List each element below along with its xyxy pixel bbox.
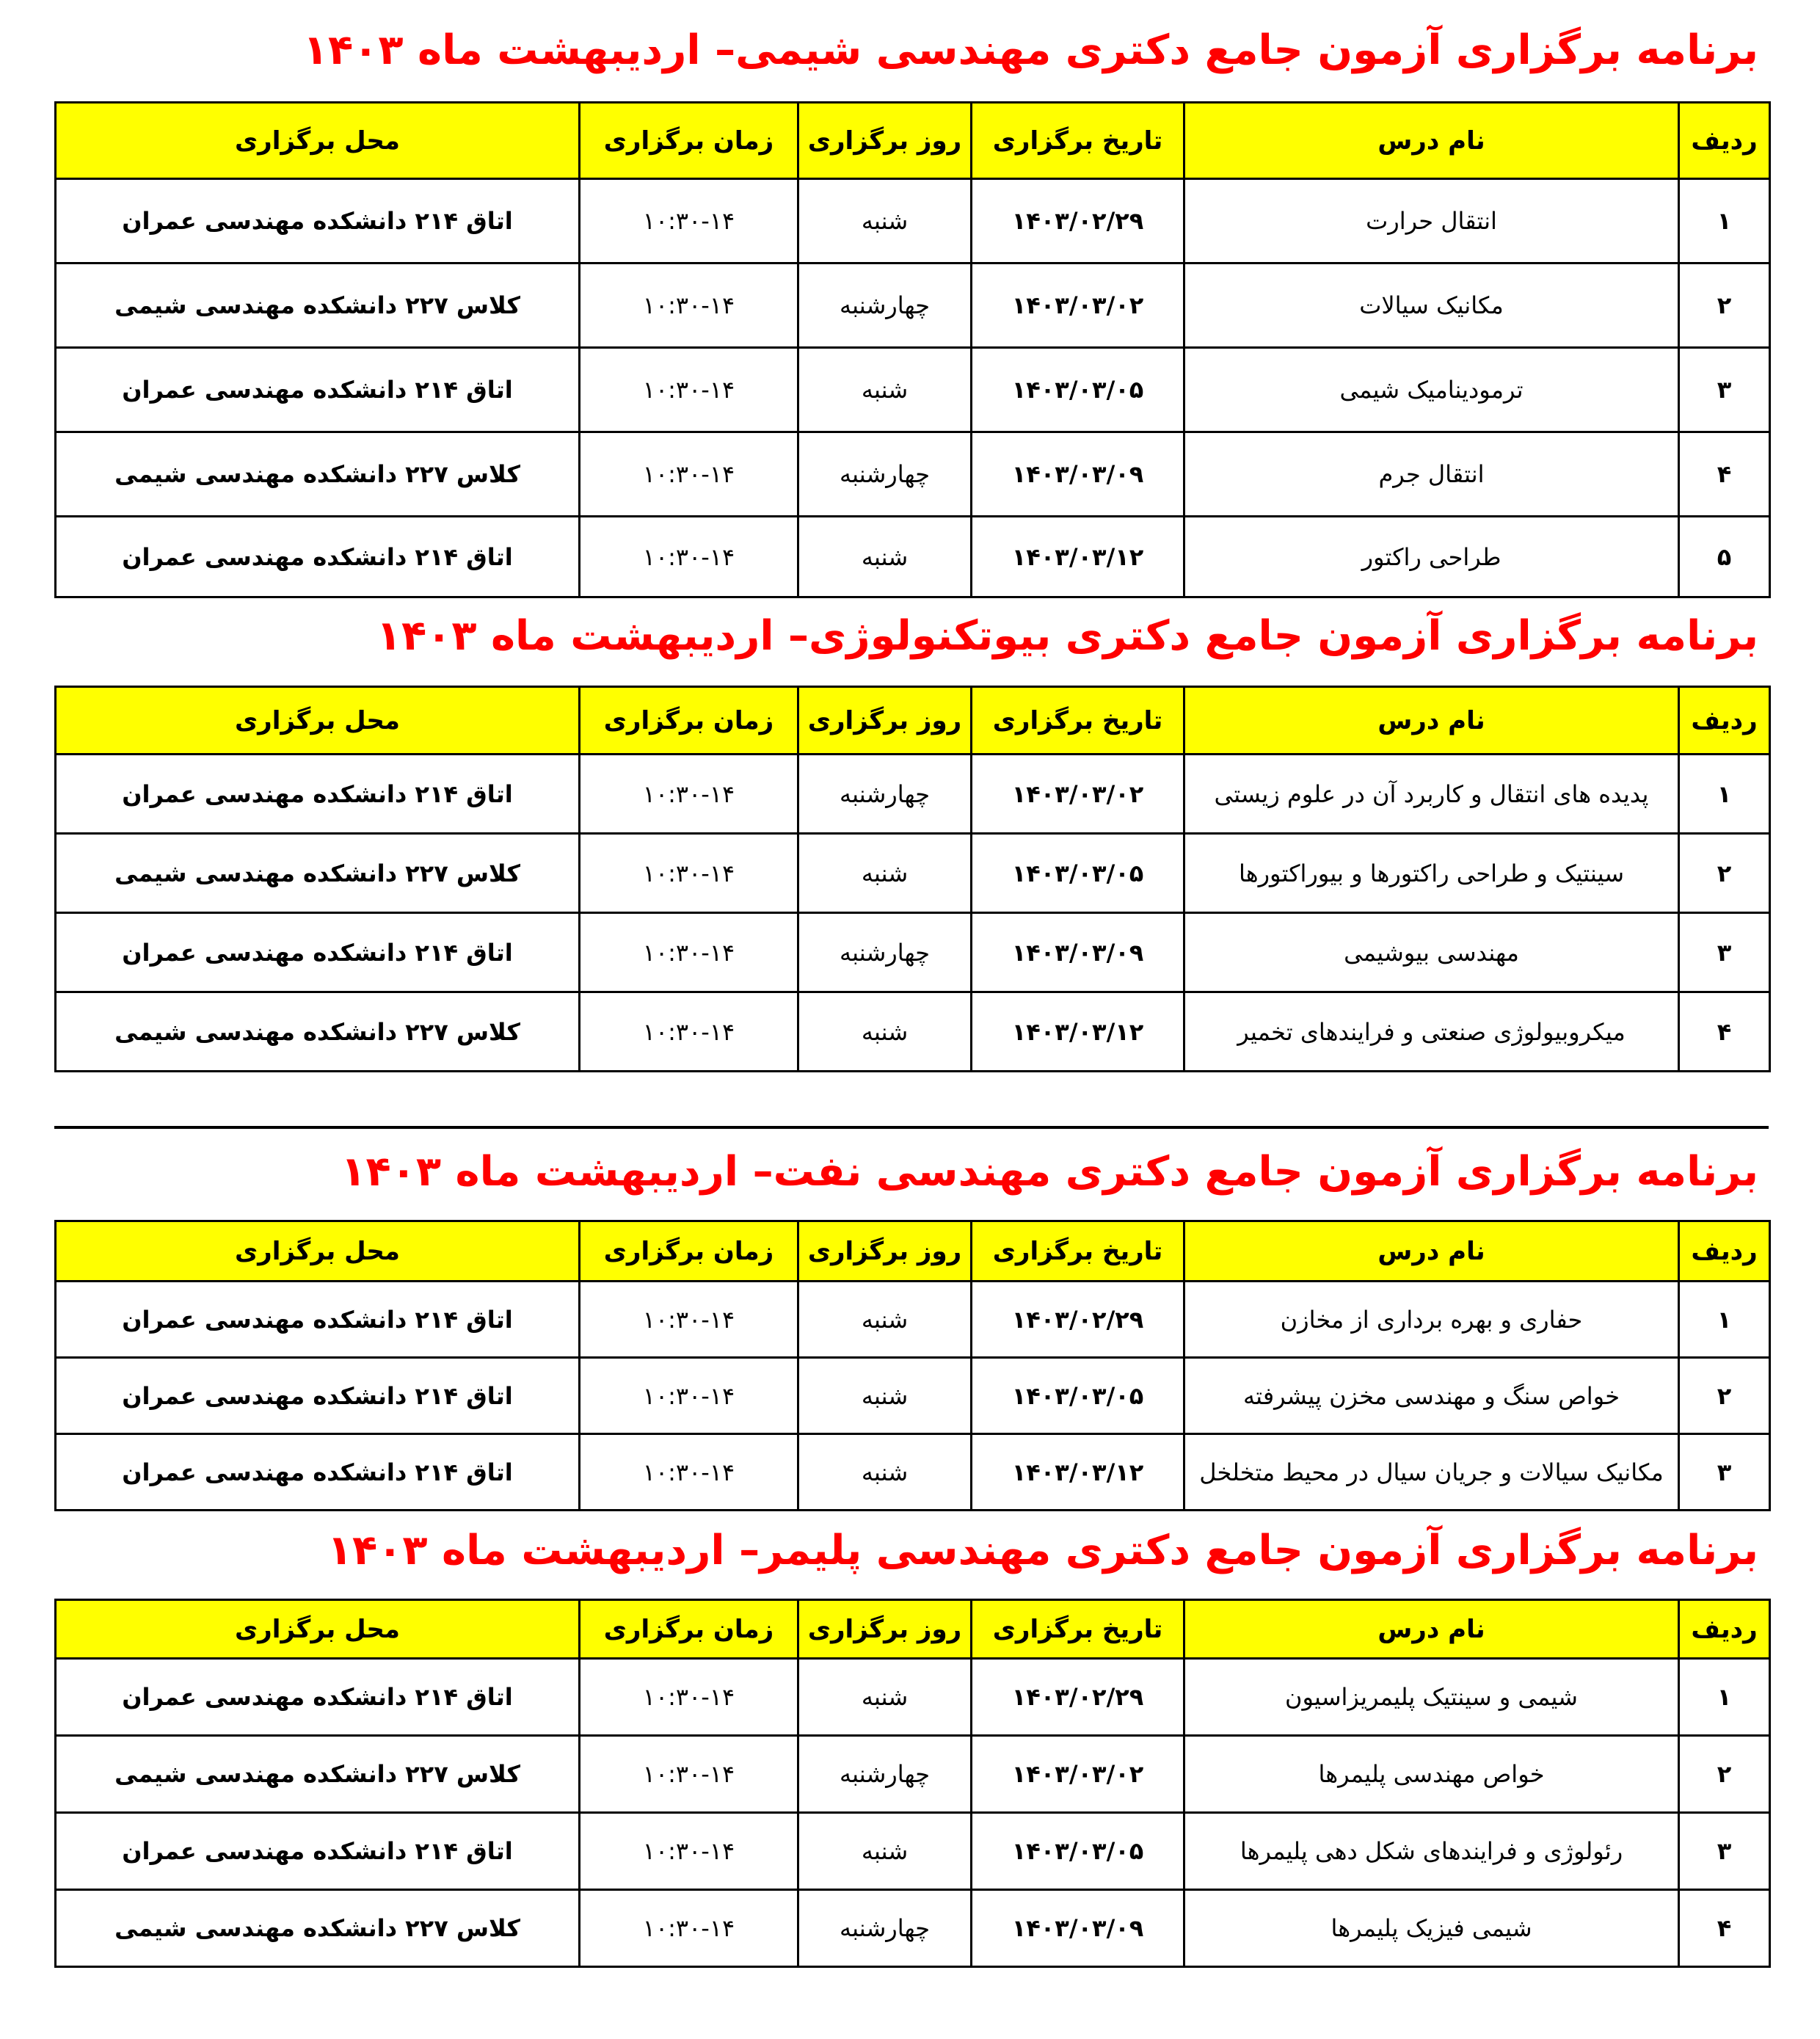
exam-time: ۱۰:۳۰-۱۴ — [580, 179, 798, 263]
exam-day: چهارشنبه — [798, 913, 972, 992]
exam-place: کلاس ۲۲۷ دانشکده مهندسی شیمی — [56, 1736, 580, 1813]
exam-day: شنبه — [798, 992, 972, 1072]
schedule-table-chemical — [54, 101, 1771, 598]
header-exam-day: روز برگزاری — [798, 103, 972, 179]
exam-place: اتاق ۲۱۴ دانشکده مهندسی عمران — [56, 179, 580, 263]
exam-time: ۱۰:۳۰-۱۴ — [580, 834, 798, 913]
exam-date: ۱۴۰۳/۰۲/۲۹ — [972, 179, 1184, 263]
exam-time: ۱۰:۳۰-۱۴ — [580, 263, 798, 348]
exam-time: ۱۰:۳۰-۱۴ — [580, 1282, 798, 1358]
table-row — [56, 1890, 1770, 1967]
header-exam-place: محل برگزاری — [56, 1221, 580, 1282]
row-number: ۳ — [1679, 1813, 1770, 1890]
exam-place: کلاس ۲۲۷ دانشکده مهندسی شیمی — [56, 992, 580, 1072]
header-exam-day: روز برگزاری — [798, 1221, 972, 1282]
table-row — [56, 179, 1770, 263]
row-number: ۲ — [1679, 834, 1770, 913]
exam-time: ۱۰:۳۰-۱۴ — [580, 517, 798, 597]
header-exam-day: روز برگزاری — [798, 1600, 972, 1659]
row-number: ۱ — [1679, 1282, 1770, 1358]
row-number: ۴ — [1679, 432, 1770, 517]
exam-place: اتاق ۲۱۴ دانشکده مهندسی عمران — [56, 1434, 580, 1511]
row-number: ۳ — [1679, 1434, 1770, 1511]
table-row — [56, 834, 1770, 913]
exam-date: ۱۴۰۳/۰۳/۰۲ — [972, 1736, 1184, 1813]
row-number: ۱ — [1679, 755, 1770, 834]
course-name: رئولوژی و فرایندهای شکل دهی پلیمرها — [1184, 1813, 1679, 1890]
header-row-number: ردیف — [1679, 1600, 1770, 1659]
exam-time: ۱۰:۳۰-۱۴ — [580, 1434, 798, 1511]
table-row — [56, 1813, 1770, 1890]
header-exam-time: زمان برگزاری — [580, 103, 798, 179]
exam-date: ۱۴۰۳/۰۲/۲۹ — [972, 1282, 1184, 1358]
course-name: مهندسی بیوشیمی — [1184, 913, 1679, 992]
exam-place: کلاس ۲۲۷ دانشکده مهندسی شیمی — [56, 432, 580, 517]
exam-time: ۱۰:۳۰-۱۴ — [580, 1736, 798, 1813]
table-row — [56, 432, 1770, 517]
course-name: طراحی راکتور — [1184, 517, 1679, 597]
header-exam-date: تاریخ برگزاری — [972, 1221, 1184, 1282]
exam-day: شنبه — [798, 179, 972, 263]
course-name: خواص سنگ و مهندسی مخزن پیشرفته — [1184, 1358, 1679, 1434]
course-name: مکانیک سیالات — [1184, 263, 1679, 348]
row-number: ۲ — [1679, 263, 1770, 348]
exam-time: ۱۰:۳۰-۱۴ — [580, 1659, 798, 1736]
schedule-table-biotechnology — [54, 686, 1771, 1072]
schedule-table-petroleum — [54, 1220, 1771, 1511]
exam-date: ۱۴۰۳/۰۳/۰۵ — [972, 834, 1184, 913]
exam-place: کلاس ۲۲۷ دانشکده مهندسی شیمی — [56, 834, 580, 913]
exam-place: اتاق ۲۱۴ دانشکده مهندسی عمران — [56, 913, 580, 992]
row-number: ۱ — [1679, 179, 1770, 263]
exam-date: ۱۴۰۳/۰۳/۰۹ — [972, 432, 1184, 517]
table-header-row — [56, 1221, 1770, 1282]
table-row — [56, 1736, 1770, 1813]
header-course-name: نام درس — [1184, 1221, 1679, 1282]
table-row — [56, 992, 1770, 1072]
header-exam-time: زمان برگزاری — [580, 1600, 798, 1659]
section-divider — [54, 1126, 1769, 1129]
exam-place: اتاق ۲۱۴ دانشکده مهندسی عمران — [56, 1659, 580, 1736]
exam-place: کلاس ۲۲۷ دانشکده مهندسی شیمی — [56, 263, 580, 348]
section-title-chemical: برنامه برگزاری آزمون جامع دکتری مهندسی شیمی– اردیبهشت ماه ۱۴۰۳ — [302, 26, 1758, 74]
table-row — [56, 1282, 1770, 1358]
header-exam-date: تاریخ برگزاری — [972, 1600, 1184, 1659]
header-exam-place: محل برگزاری — [56, 687, 580, 755]
exam-date: ۱۴۰۳/۰۳/۰۲ — [972, 755, 1184, 834]
exam-time: ۱۰:۳۰-۱۴ — [580, 755, 798, 834]
exam-place: اتاق ۲۱۴ دانشکده مهندسی عمران — [56, 517, 580, 597]
header-exam-place: محل برگزاری — [56, 1600, 580, 1659]
course-name: انتقال حرارت — [1184, 179, 1679, 263]
exam-time: ۱۰:۳۰-۱۴ — [580, 1358, 798, 1434]
header-course-name: نام درس — [1184, 1600, 1679, 1659]
schedule-table-polymer — [54, 1599, 1771, 1968]
exam-time: ۱۰:۳۰-۱۴ — [580, 992, 798, 1072]
exam-date: ۱۴۰۳/۰۳/۱۲ — [972, 517, 1184, 597]
header-row-number: ردیف — [1679, 103, 1770, 179]
row-number: ۴ — [1679, 992, 1770, 1072]
section-title-petroleum: برنامه برگزاری آزمون جامع دکتری مهندسی نفت– اردیبهشت ماه ۱۴۰۳ — [341, 1148, 1758, 1196]
exam-time: ۱۰:۳۰-۱۴ — [580, 1890, 798, 1967]
header-exam-time: زمان برگزاری — [580, 1221, 798, 1282]
table-row — [56, 913, 1770, 992]
course-name: شیمی و سینتیک پلیمریزاسیون — [1184, 1659, 1679, 1736]
exam-day: چهارشنبه — [798, 755, 972, 834]
course-name: میکروبیولوژی صنعتی و فرایندهای تخمیر — [1184, 992, 1679, 1072]
exam-place: اتاق ۲۱۴ دانشکده مهندسی عمران — [56, 348, 580, 432]
header-exam-day: روز برگزاری — [798, 687, 972, 755]
header-exam-place: محل برگزاری — [56, 103, 580, 179]
exam-date: ۱۴۰۳/۰۳/۰۵ — [972, 1813, 1184, 1890]
exam-day: شنبه — [798, 1434, 972, 1511]
exam-date: ۱۴۰۳/۰۳/۰۹ — [972, 913, 1184, 992]
exam-date: ۱۴۰۳/۰۳/۰۵ — [972, 1358, 1184, 1434]
exam-day: شنبه — [798, 348, 972, 432]
course-name: خواص مهندسی پلیمرها — [1184, 1736, 1679, 1813]
exam-place: اتاق ۲۱۴ دانشکده مهندسی عمران — [56, 1358, 580, 1434]
table-row — [56, 517, 1770, 597]
exam-time: ۱۰:۳۰-۱۴ — [580, 1813, 798, 1890]
header-course-name: نام درس — [1184, 687, 1679, 755]
section-title-biotechnology: برنامه برگزاری آزمون جامع دکتری بیوتکنولوژی– اردیبهشت ماه ۱۴۰۳ — [376, 612, 1758, 660]
exam-date: ۱۴۰۳/۰۳/۰۹ — [972, 1890, 1184, 1967]
table-row — [56, 263, 1770, 348]
table-row — [56, 1659, 1770, 1736]
row-number: ۵ — [1679, 517, 1770, 597]
exam-date: ۱۴۰۳/۰۳/۰۲ — [972, 263, 1184, 348]
exam-date: ۱۴۰۳/۰۳/۰۵ — [972, 348, 1184, 432]
course-name: پدیده های انتقال و کاربرد آن در علوم زیستی — [1184, 755, 1679, 834]
row-number: ۴ — [1679, 1890, 1770, 1967]
exam-day: چهارشنبه — [798, 1890, 972, 1967]
row-number: ۳ — [1679, 913, 1770, 992]
exam-day: چهارشنبه — [798, 263, 972, 348]
exam-time: ۱۰:۳۰-۱۴ — [580, 913, 798, 992]
course-name: سینتیک و طراحی راکتورها و بیوراکتورها — [1184, 834, 1679, 913]
table-header-row — [56, 103, 1770, 179]
exam-place: اتاق ۲۱۴ دانشکده مهندسی عمران — [56, 755, 580, 834]
header-exam-time: زمان برگزاری — [580, 687, 798, 755]
exam-date: ۱۴۰۳/۰۳/۱۲ — [972, 992, 1184, 1072]
table-header-row — [56, 687, 1770, 755]
course-name: مکانیک سیالات و جریان سیال در محیط متخلخل — [1184, 1434, 1679, 1511]
exam-time: ۱۰:۳۰-۱۴ — [580, 432, 798, 517]
row-number: ۲ — [1679, 1358, 1770, 1434]
table-row — [56, 755, 1770, 834]
course-name: شیمی فیزیک پلیمرها — [1184, 1890, 1679, 1967]
course-name: حفاری و بهره برداری از مخازن — [1184, 1282, 1679, 1358]
header-exam-date: تاریخ برگزاری — [972, 103, 1184, 179]
row-number: ۳ — [1679, 348, 1770, 432]
table-row — [56, 348, 1770, 432]
exam-day: چهارشنبه — [798, 432, 972, 517]
table-row — [56, 1358, 1770, 1434]
table-header-row — [56, 1600, 1770, 1659]
exam-place: کلاس ۲۲۷ دانشکده مهندسی شیمی — [56, 1890, 580, 1967]
exam-day: چهارشنبه — [798, 1736, 972, 1813]
exam-day: شنبه — [798, 1358, 972, 1434]
table-row — [56, 1434, 1770, 1511]
exam-place: اتاق ۲۱۴ دانشکده مهندسی عمران — [56, 1813, 580, 1890]
header-row-number: ردیف — [1679, 687, 1770, 755]
exam-day: شنبه — [798, 1659, 972, 1736]
row-number: ۱ — [1679, 1659, 1770, 1736]
course-name: ترمودینامیک شیمی — [1184, 348, 1679, 432]
exam-day: شنبه — [798, 517, 972, 597]
exam-date: ۱۴۰۳/۰۲/۲۹ — [972, 1659, 1184, 1736]
course-name: انتقال جرم — [1184, 432, 1679, 517]
header-exam-date: تاریخ برگزاری — [972, 687, 1184, 755]
exam-place: اتاق ۲۱۴ دانشکده مهندسی عمران — [56, 1282, 580, 1358]
exam-day: شنبه — [798, 1813, 972, 1890]
section-title-polymer: برنامه برگزاری آزمون جامع دکتری مهندسی پلیمر– اردیبهشت ماه ۱۴۰۳ — [327, 1527, 1758, 1574]
header-row-number: ردیف — [1679, 1221, 1770, 1282]
exam-date: ۱۴۰۳/۰۳/۱۲ — [972, 1434, 1184, 1511]
row-number: ۲ — [1679, 1736, 1770, 1813]
header-course-name: نام درس — [1184, 103, 1679, 179]
exam-day: شنبه — [798, 1282, 972, 1358]
exam-day: شنبه — [798, 834, 972, 913]
exam-time: ۱۰:۳۰-۱۴ — [580, 348, 798, 432]
